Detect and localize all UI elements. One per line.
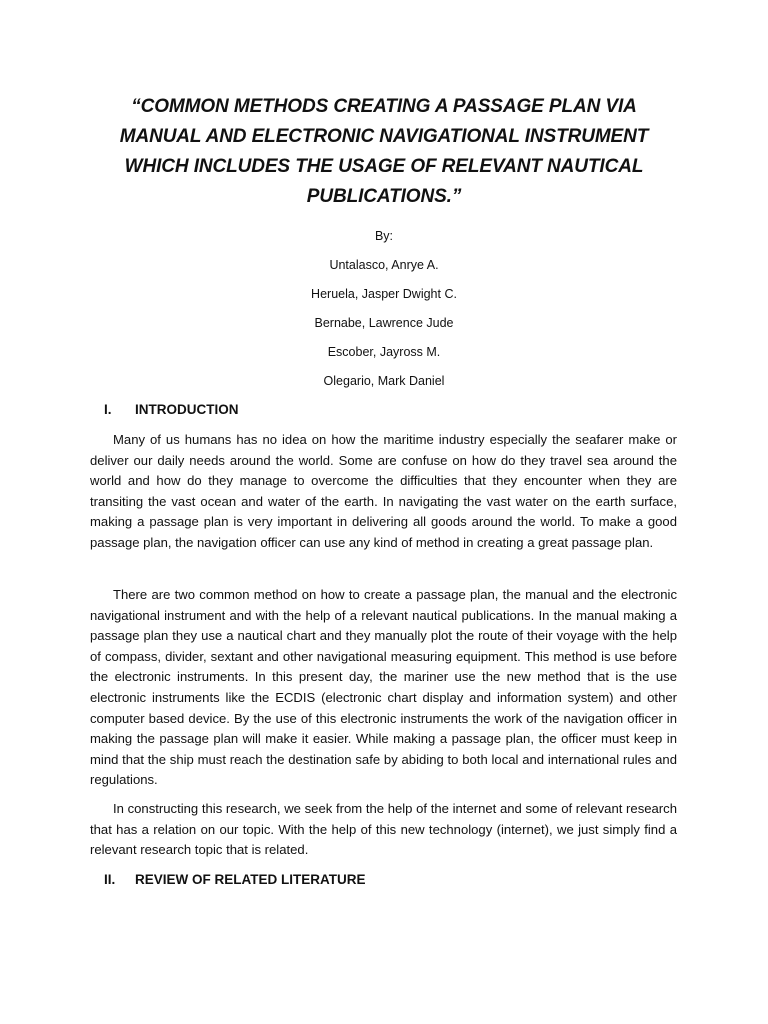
section-title: REVIEW OF RELATED LITERATURE: [135, 872, 366, 887]
byline-label: By:: [374, 229, 394, 243]
section-heading-review: [104, 871, 366, 889]
body-paragraph: Many of us humans has no idea on how the maritime industry especially the seafarer make or deliver our daily needs around the world. Some are confuse on how do they travel sea around the world and how do they manage to overcome the difficulties that they encounter when they are transiting the vast ocean and water of the earth. In navigating the vast water on the earth surface, making a passage plan is very important in delivering all goods around the world. To make a good passage plan, the navigation officer can use any kind of method in creating a great passage plan.: [90, 432, 677, 550]
section-number: I.: [104, 402, 112, 417]
author-name: Heruela, Jasper Dwight C.: [311, 287, 457, 301]
body-paragraph: In constructing this research, we seek from the help of the internet and some of relevant research that has a relation on our topic. With the help of this new technology (internet), we just simply find a relevant research topic that is related.: [90, 801, 677, 858]
section-heading-introduction: [104, 401, 239, 419]
author-name: Escober, Jayross M.: [327, 345, 441, 359]
section-number: II.: [104, 872, 116, 887]
author-name: Olegario, Mark Daniel: [323, 374, 445, 388]
body-paragraph: There are two common method on how to create a passage plan, the manual and the electronic navigational instrument and with the help of a relevant nautical publications. In the manual making a passage plan they use a nautical chart and they manually plot the route of their voyage with the help of compass, divider, sextant and other navigational measuring equipment. This method is use before the electronic instruments. In this present day, the mariner use the new method that is the use electronic instruments like the ECDIS (electronic chart display and information system) and other computer based device. By the use of this electronic instruments the work of the navigation officer in making the passage plan will make it easier. While making a passage plan, the officer must keep in mind that the ship must reach the destination safe by abiding to both local and international rules and regulations.: [90, 587, 677, 788]
document-title: “COMMON METHODS CREATING A PASSAGE PLAN VIA MANUAL AND ELECTRONIC NAVIGATIONAL INSTRUMENT WHICH INCLUDES THE USAGE OF RELEVANT NAUTICAL PUBLICATIONS.”: [119, 96, 649, 207]
author-name: Untalasco, Anrye A.: [329, 258, 439, 272]
section-title: INTRODUCTION: [135, 402, 239, 417]
author-name: Bernabe, Lawrence Jude: [314, 316, 454, 330]
